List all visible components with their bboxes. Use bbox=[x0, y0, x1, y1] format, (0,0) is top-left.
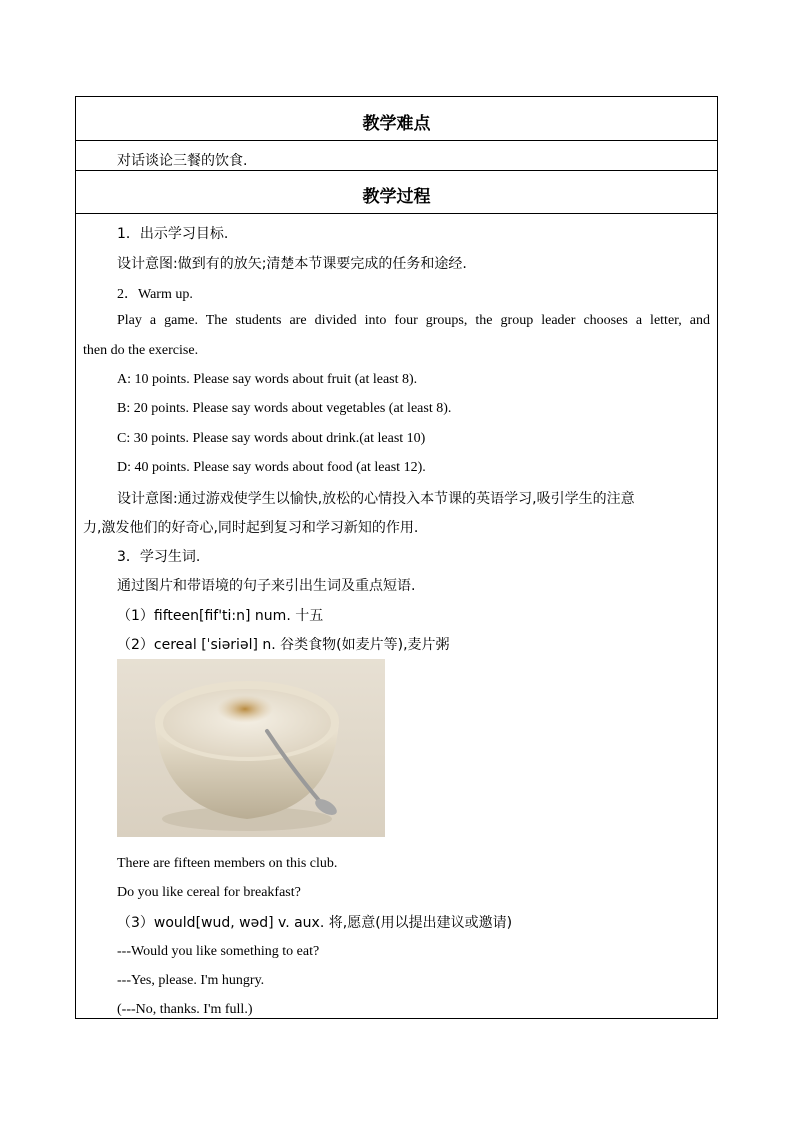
design-intent-2-line2: 力,激发他们的好奇心,同时起到复习和学习新知的作用. bbox=[83, 520, 419, 536]
dialogue-line-1: ---Would you like something to eat? bbox=[117, 944, 320, 959]
dialogue-line-2: ---Yes, please. I'm hungry. bbox=[117, 973, 265, 988]
vocab-word-2: （2）cereal [ˈsiəriəl] n. 谷类食物(如麦片等),麦片粥 bbox=[117, 637, 450, 653]
game-item-b: B: 20 points. Please say words about vegetables (at least 8). bbox=[117, 401, 452, 416]
section-header-difficulty: 教学难点 bbox=[362, 114, 431, 134]
game-description-line1: Play a game. The students are divided into four groups, the group leader chooses a letter, and bbox=[117, 313, 710, 328]
section-header-process: 教学过程 bbox=[362, 187, 431, 207]
cereal-bowl-image bbox=[117, 659, 385, 837]
design-intent-2-line1: 设计意图:通过游戏使学生以愉快,放松的心情投入本节课的英语学习,吸引学生的注意 bbox=[117, 491, 635, 507]
step-3: 3．学习生词. bbox=[117, 549, 201, 565]
dialogue-line-3: (---No, thanks. I'm full.) bbox=[117, 1002, 253, 1017]
example-sentence-1: There are fifteen members on this club. bbox=[117, 856, 338, 871]
game-item-c: C: 30 points. Please say words about drink.(at least 10) bbox=[117, 431, 426, 446]
divider bbox=[76, 170, 717, 171]
example-sentence-2: Do you like cereal for breakfast? bbox=[117, 885, 301, 900]
difficulty-text: 对话谈论三餐的饮食. bbox=[117, 153, 248, 169]
design-intent-1: 设计意图:做到有的放矢;清楚本节课要完成的任务和途经. bbox=[117, 256, 467, 272]
vocab-word-3: （3）would[wud, wəd] v. aux. 将,愿意(用以提出建议或邀请) bbox=[117, 915, 513, 931]
lesson-table bbox=[75, 96, 718, 1019]
divider bbox=[76, 213, 717, 214]
vocab-word-1: （1）fifteen[fif'ti:n] num. 十五 bbox=[117, 608, 324, 624]
game-description-line2: then do the exercise. bbox=[83, 343, 199, 358]
game-item-a: A: 10 points. Please say words about fruit (at least 8). bbox=[117, 372, 418, 387]
vocab-intro: 通过图片和带语境的句子来引出生词及重点短语. bbox=[117, 578, 416, 594]
step-2: 2．Warm up. bbox=[117, 287, 193, 302]
game-item-d: D: 40 points. Please say words about food (at least 12). bbox=[117, 460, 426, 475]
step-1: 1．出示学习目标. bbox=[117, 226, 229, 242]
divider bbox=[76, 140, 717, 141]
